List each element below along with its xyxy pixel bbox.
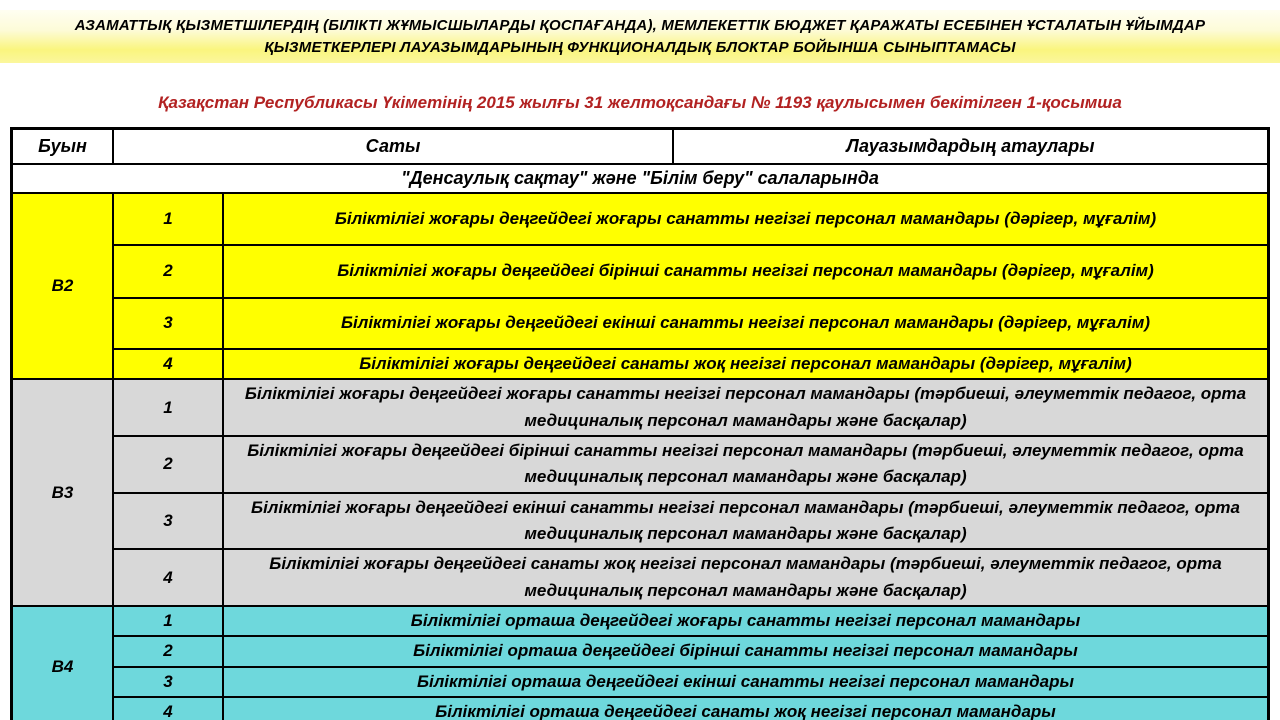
approval-subtitle: Қазақстан Республикасы Үкіметінің 2015 жылғы 31 желтоқсандағы № 1193 қаулысымен бекітілген 1-қосымша: [158, 93, 1122, 112]
classification-table-body: [13, 194, 1267, 720]
position-name-cell: Біліктілігі орташа деңгейдегі екінші санатты негізгі персонал мамандары: [223, 667, 1267, 697]
position-name-cell: Біліктілігі жоғары деңгейдегі санаты жоқ негізгі персонал мамандары (тәрбиеші, әлеуметтік педагог, орта медициналық персонал мамандары және басқалар): [223, 549, 1267, 606]
title-banner: [0, 10, 1280, 63]
table-row: [13, 606, 1267, 636]
position-name-cell: Біліктілігі жоғары деңгейдегі бірінші санатты негізгі персонал мамандары (тәрбиеші, әлеуметтік педагог, орта медициналық персонал мамандары және басқалар): [223, 436, 1267, 493]
position-name-cell: Біліктілігі орташа деңгейдегі жоғары санатты негізгі персонал мамандары: [223, 606, 1267, 636]
table-row: [13, 245, 1267, 298]
table-row: [13, 636, 1267, 666]
group-label-B2: B2: [13, 194, 113, 379]
step-number-cell: 2: [113, 636, 223, 666]
table-row: [13, 667, 1267, 697]
position-name-cell: Біліктілігі жоғары деңгейдегі екінші санатты негізгі персонал мамандары (тәрбиеші, әлеуметтік педагог, орта медициналық персонал мамандары және басқалар): [223, 493, 1267, 550]
position-name-cell: Біліктілігі жоғары деңгейдегі бірінші санатты негізгі персонал мамандары (дәрігер, мұғалім): [223, 245, 1267, 298]
page-title-line1: АЗАМАТТЫҚ ҚЫЗМЕТШІЛЕРДІҢ (БІЛІКТІ ЖҰМЫСШЫЛАРДЫ ҚОСПАҒАНДА), МЕМЛЕКЕТТІК БЮДЖЕТ ҚАРАЖАТЫ ЕСЕБІНЕН ҰСТАЛАТЫН ҰЙЫМДАР: [74, 16, 1206, 34]
table-body: [13, 194, 1267, 720]
header-col-positions: Лауазымдардың атаулары: [846, 136, 1095, 156]
step-number-cell: 1: [113, 606, 223, 636]
table-row: [13, 436, 1267, 493]
section-title-row: "Денсаулық сақтау" және "Білім беру" салаларында: [13, 165, 1267, 194]
table-row: [13, 298, 1267, 349]
table-row: [13, 194, 1267, 245]
step-number-cell: 2: [113, 436, 223, 493]
table-row: [13, 697, 1267, 720]
position-name-cell: Біліктілігі орташа деңгейдегі бірінші санатты негізгі персонал мамандары: [223, 636, 1267, 666]
step-number-cell: 1: [113, 194, 223, 245]
step-number-cell: 3: [113, 667, 223, 697]
step-number-cell: 4: [113, 697, 223, 720]
position-name-cell: Біліктілігі жоғары деңгейдегі санаты жоқ негізгі персонал мамандары (дәрігер, мұғалім): [223, 349, 1267, 379]
table-header-row: [13, 130, 1267, 165]
table-row: [13, 379, 1267, 436]
position-name-cell: Біліктілігі орташа деңгейдегі санаты жоқ негізгі персонал мамандары: [223, 697, 1267, 720]
page: [0, 10, 1280, 720]
step-number-cell: 2: [113, 245, 223, 298]
table-row: [13, 549, 1267, 606]
classification-table: [10, 127, 1270, 720]
step-number-cell: 4: [113, 549, 223, 606]
header-col-buyn: Буын: [13, 130, 114, 163]
group-label-B3: B3: [13, 379, 113, 606]
table-row: [13, 493, 1267, 550]
page-title-line2: ҚЫЗМЕТКЕРЛЕРІ ЛАУАЗЫМДАРЫНЫҢ ФУНКЦИОНАЛДЫҚ БЛОКТАР БОЙЫНША СЫНЫПТАМАСЫ: [264, 38, 1016, 56]
position-name-cell: Біліктілігі жоғары деңгейдегі жоғары санатты негізгі персонал мамандары (дәрігер, мұғалім): [223, 194, 1267, 245]
step-number-cell: 3: [113, 298, 223, 349]
position-name-cell: Біліктілігі жоғары деңгейдегі екінші санатты негізгі персонал мамандары (дәрігер, мұғалім): [223, 298, 1267, 349]
table-row: [13, 349, 1267, 379]
header-col-saty: Саты: [114, 130, 674, 163]
step-number-cell: 3: [113, 493, 223, 550]
group-label-B4: B4: [13, 606, 113, 720]
step-number-cell: 4: [113, 349, 223, 379]
step-number-cell: 1: [113, 379, 223, 436]
position-name-cell: Біліктілігі жоғары деңгейдегі жоғары санатты негізгі персонал мамандары (тәрбиеші, әлеуметтік педагог, орта медициналық персонал мамандары және басқалар): [223, 379, 1267, 436]
